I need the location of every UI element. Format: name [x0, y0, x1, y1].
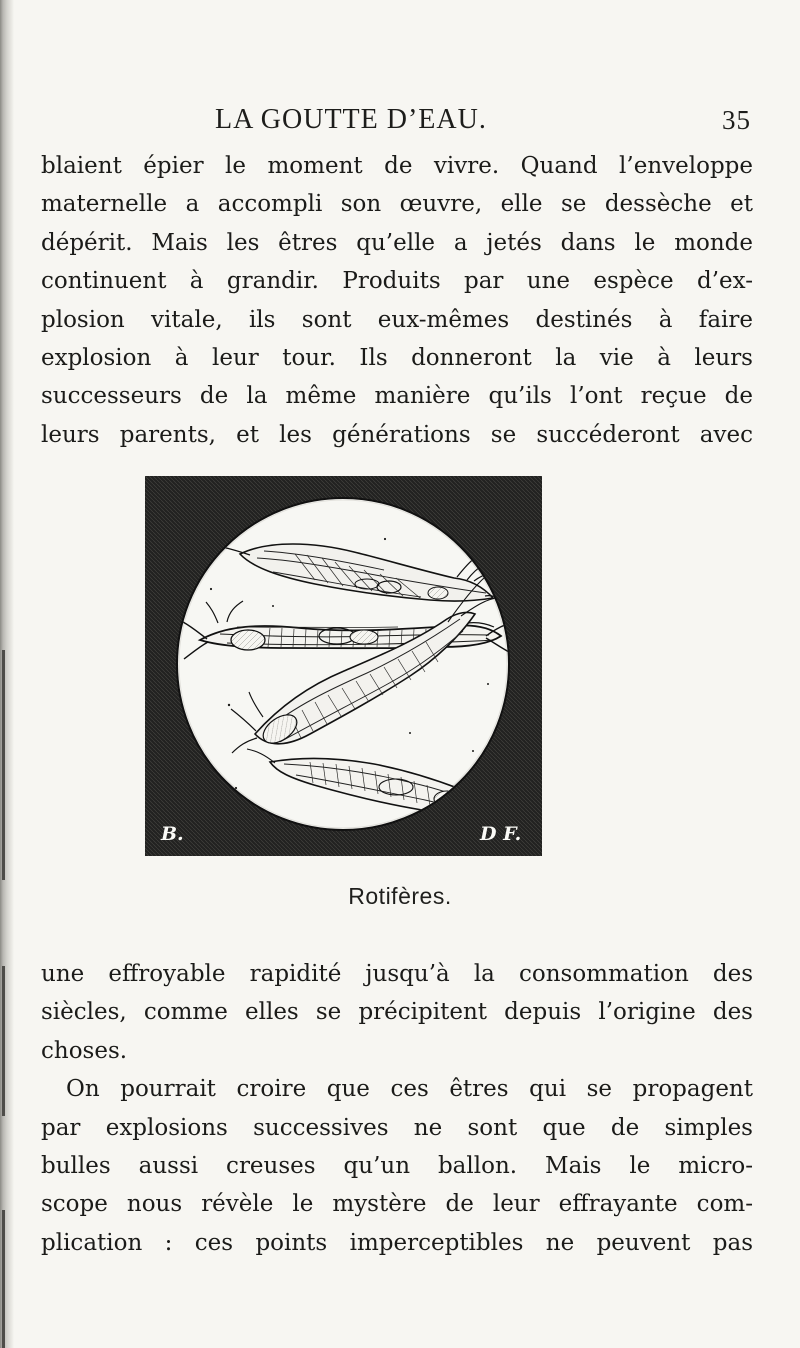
text-line: explosion à leur tour. Ils donneront la vie à leurs: [41, 344, 753, 371]
text-line: plication : ces points imperceptibles ne peuvent pas: [41, 1229, 753, 1256]
text-line: blaient épier le moment de vivre. Quand l’enveloppe: [41, 153, 753, 179]
signature-left: B.: [161, 823, 184, 845]
microscope-engraving: [145, 476, 542, 856]
binding-shadow-mark: [2, 1210, 5, 1348]
text-line: continuent à grandir. Produits par une espèce d’ex-: [41, 268, 753, 295]
text-line: siècles, comme elles se précipitent depuis l’origine des: [41, 999, 753, 1026]
paragraph-continuation-bottom: [41, 955, 753, 1262]
text-line: On pourrait croire que ces êtres qui se propagent: [66, 1076, 753, 1103]
paragraph-continuation-top: [41, 147, 753, 454]
text-line: plosion vitale, ils sont eux-mêmes destinés à faire: [41, 306, 753, 333]
running-head: LA GOUTTE D’EAU.: [215, 104, 487, 135]
text-line: choses.: [41, 1037, 128, 1064]
figure-caption: Rotifères.: [348, 883, 452, 909]
text-line: une effroyable rapidité jusqu’à la consommation des: [41, 961, 753, 987]
page-number: 35: [722, 105, 751, 135]
binding-shadow-mark: [2, 966, 5, 1116]
binding-shadow-mark: [2, 650, 5, 880]
text-line: leurs parents, et les générations se succéderont avec: [41, 421, 753, 448]
text-line: scope nous révèle le mystère de leur effrayante com-: [41, 1191, 753, 1218]
signature-right: D F.: [480, 823, 522, 845]
text-line: dépérit. Mais les êtres qu’elle a jetés dans le monde: [41, 229, 753, 256]
page-header: [0, 102, 800, 138]
text-line: successeurs de la même manière qu’ils l’ont reçue de: [41, 383, 753, 410]
text-line: maternelle a accompli son œuvre, elle se dessèche et: [41, 191, 753, 218]
text-line: bulles aussi creuses qu’un ballon. Mais le micro-: [41, 1152, 753, 1179]
rotifer-illustration: [145, 476, 542, 856]
text-line: par explosions successives ne sont que de simples: [41, 1114, 753, 1141]
